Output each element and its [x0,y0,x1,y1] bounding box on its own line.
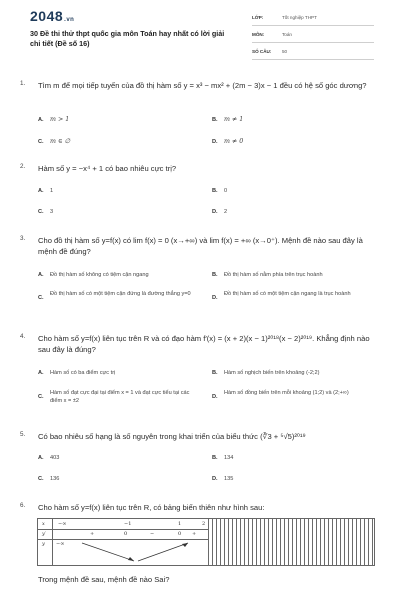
meta-key: MÔN: [252,32,265,37]
option-text: Hàm số có ba điểm cực trị [50,370,116,376]
option-c[interactable] [38,476,59,482]
page-header [0,0,400,64]
option-a[interactable] [38,188,53,194]
option-text: 3 [50,209,54,215]
option-b[interactable] [212,370,319,376]
option-letter: B. [212,455,218,461]
vt-separator [52,519,53,565]
option-c[interactable] [38,209,53,215]
option-letter: B. [212,272,218,278]
variation-table [37,518,375,566]
vt-x-value: −∞ [58,521,67,527]
option-letter: C. [38,295,44,301]
option-text: m ≠ 0 [224,138,244,145]
option-c[interactable] [38,290,200,301]
decrease-arrow [82,543,134,561]
option-text: 0 [224,188,228,194]
vt-label-y: y [42,541,45,547]
question-number: 2. [20,163,26,170]
option-letter: A. [38,117,44,123]
question-text: Hàm số y = −x⁴ + 1 có bao nhiêu cực trị? [38,164,177,173]
vt-hatched-band [208,519,374,565]
vt-label-derivative: y′ [42,531,46,537]
option-letter: D. [212,295,218,301]
option-b[interactable] [212,188,227,194]
option-letter: A. [38,272,44,278]
option-text: Hàm số đồng biến trên mỗi khoảng (1;2) và (2;+∞) [224,390,349,396]
vt-sign: + [90,531,95,537]
option-text: Đồ thị hàm số có một tiệm cận đứng là đường thẳng y=0 [50,291,191,297]
option-letter: B. [212,117,218,123]
meta-value: Toán [282,32,292,37]
option-letter: B. [212,370,218,376]
option-a[interactable] [38,455,59,461]
question-number: 4. [20,333,26,340]
meta-row-count [252,46,374,60]
option-d[interactable] [212,389,374,400]
option-b[interactable] [212,272,323,278]
option-letter: A. [38,370,44,376]
option-text: m ∈ ∅ [50,138,71,145]
option-d[interactable] [212,138,243,145]
question-followup: Trong mệnh đề sau, mệnh đề nào Sai? [38,575,170,584]
vt-sign: + [192,531,197,537]
question-number: 5. [20,431,26,438]
option-text: Hàm số đạt cực đại tại điểm x = 1 và đạt cực tiểu tại các điểm x = ±2 [50,390,190,404]
vt-sign: 0 [178,531,182,537]
option-c[interactable] [38,138,70,145]
option-a[interactable] [38,272,149,278]
option-text: Hàm số nghịch biến trên khoảng (-2;2) [224,370,320,376]
option-text: 403 [50,455,60,461]
option-letter: D. [212,394,218,400]
meta-value: Tốt nghiệp THPT [282,15,317,20]
question-text: Cho hàm số y=f(x) liên tục trên R, có bảng biến thiên như hình sau: [38,503,265,512]
option-text: 134 [224,455,234,461]
document-title: 30 Đề thi thử thpt quốc gia môn Toán hay nhất có lời giải chi tiết (Đề số 16) [30,29,225,48]
vt-x-value: −1 [124,521,132,527]
option-letter: B. [212,188,218,194]
option-d[interactable] [212,209,227,215]
option-a[interactable] [38,370,115,376]
option-letter: D. [212,139,218,145]
vt-y-value: −∞ [56,541,65,547]
option-c[interactable] [38,389,200,405]
option-letter: D. [212,209,218,215]
option-text: 1 [50,188,54,194]
vt-x-value: 2 [202,521,206,527]
increase-arrow [138,543,188,561]
option-letter: C. [38,139,44,145]
vt-sign: − [150,531,155,537]
option-text: 135 [224,476,234,482]
option-letter: C. [38,476,44,482]
option-text: m ≠ 1 [224,116,244,123]
question-text: Tìm m để mọi tiếp tuyến của đồ thị hàm số y = x³ − mx² + (2m − 3)x − 1 đều có hệ số góc dương? [38,81,367,90]
option-letter: C. [38,209,44,215]
option-letter: C. [38,394,44,400]
logo-suffix: .vn [64,17,75,23]
question-text: Cho đồ thị hàm số y=f(x) có lim f(x) = 0 (x→+∞) và lim f(x) = +∞ (x→0⁺). Mệnh đề nào sau đây là mệnh đề đúng? [38,236,363,256]
option-text: 136 [50,476,60,482]
vt-sign: 0 [124,531,128,537]
meta-key: SỐ CÂU: [252,49,272,54]
question-number: 3. [20,235,26,242]
option-letter: D. [212,476,218,482]
meta-row-class [252,12,374,26]
option-text: Đồ thị hàm số nằm phía trên trục hoành [224,272,323,278]
vt-label-x: x [42,521,45,527]
meta-key: LỚP: [252,15,264,20]
option-b[interactable] [212,116,243,123]
question-text: Cho hàm số y=f(x) liên tục trên R và có đạo hàm f′(x) = (x + 2)(x − 1)²⁰¹⁸(x − 2)²⁰¹⁹. Khẳng định nào sau đây là đúng? [38,334,370,354]
meta-info [252,12,374,63]
site-logo[interactable] [30,8,74,24]
question-number: 6. [20,502,26,509]
option-text: Đồ thị hàm số có một tiệm cận ngang là trục hoành [224,291,351,297]
question-text: Có bao nhiêu số hạng là số nguyên trong khai triển của biểu thức (∛3 + ⁵√5)²⁰¹⁹ [38,432,306,441]
option-d[interactable] [212,476,233,482]
option-text: Đồ thị hàm số không có tiệm cận ngang [50,272,149,278]
option-b[interactable] [212,455,233,461]
option-letter: A. [38,455,44,461]
option-letter: A. [38,188,44,194]
question-number: 1. [20,80,26,87]
vt-x-value: 1 [178,521,182,527]
option-text: 2 [224,209,228,215]
option-text: m > 1 [50,116,70,123]
option-a[interactable] [38,116,69,123]
logo-text: 2048 [30,8,64,24]
meta-value: 50 [282,49,288,54]
option-d[interactable] [212,290,374,301]
meta-row-subject [252,29,374,43]
